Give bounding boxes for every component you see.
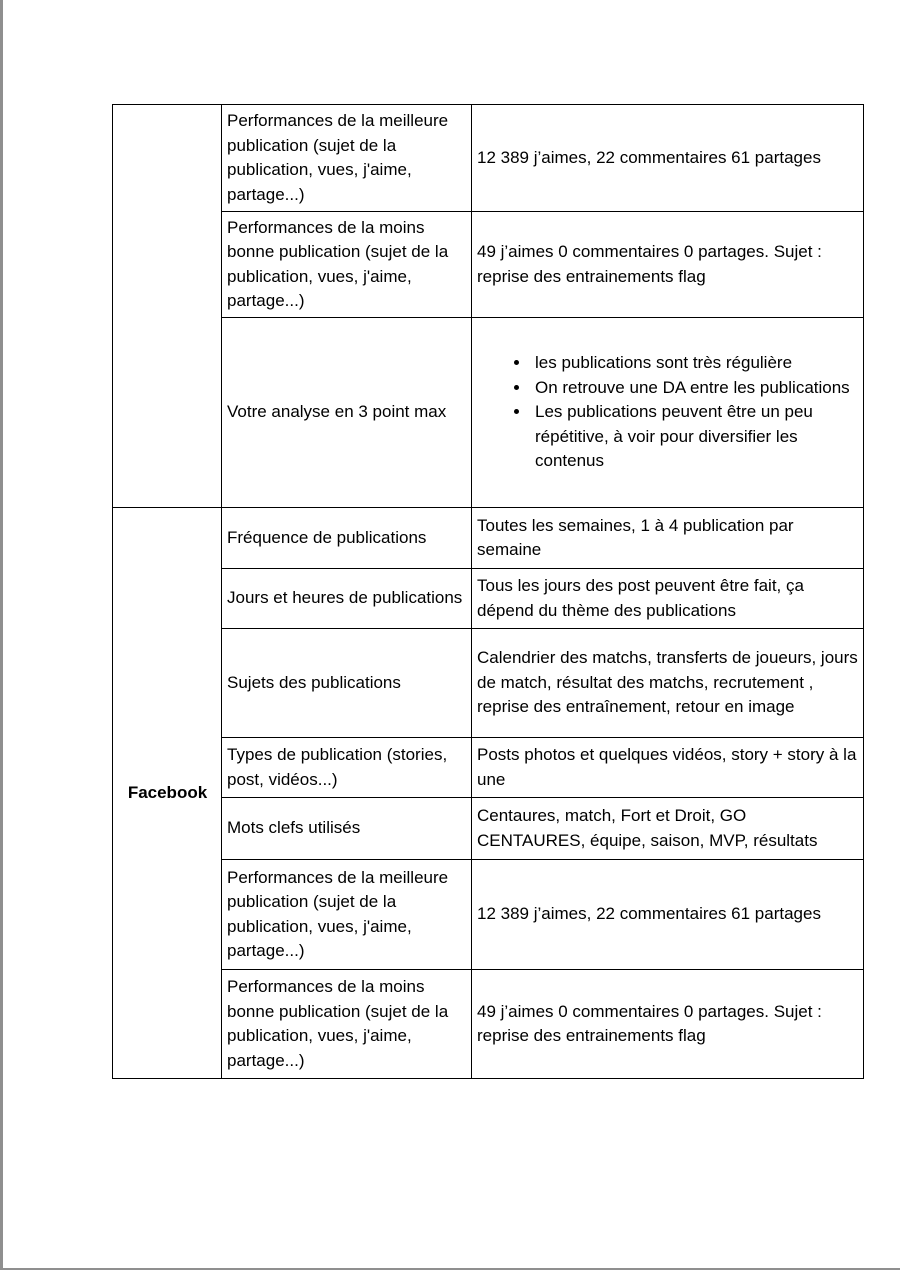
row-label: Performances de la meilleure publication (sujet de la publication, vues, j'aime, partage...) (222, 860, 472, 970)
list-item: • Les publications peuvent être un peu répétitive, à voir pour diversifier les contenus (531, 400, 859, 474)
row-value: Tous les jours des post peuvent être fait, ça dépend du thème des publications (472, 569, 864, 629)
list-item: • les publications sont très régulière (531, 351, 859, 376)
platform-cell-facebook: Facebook (113, 508, 222, 1079)
table-row (113, 970, 864, 1079)
analysis-label: Votre analyse en 3 point max (222, 318, 472, 508)
row-label: Performances de la moins bonne publication (sujet de la publication, vues, j'aime, partage...) (222, 970, 472, 1079)
row-label: Performances de la meilleure publication (sujet de la publication, vues, j'aime, partage...) (222, 105, 472, 212)
row-value: 12 389 j’aimes, 22 commentaires 61 partages (472, 860, 864, 970)
row-value: Toutes les semaines, 1 à 4 publication par semaine (472, 508, 864, 569)
table-row (113, 318, 864, 508)
platform-cell-continued (113, 105, 222, 508)
analysis-table (112, 104, 864, 1079)
table-row (113, 798, 864, 860)
row-value: 49 j’aimes 0 commentaires 0 partages. Sujet : reprise des entrainements flag (472, 212, 864, 318)
table-row (113, 629, 864, 738)
row-value: Calendrier des matchs, transferts de joueurs, jours de match, résultat des matchs, recrutement , reprise des entraînement, retour en image (472, 629, 864, 738)
table-row (113, 738, 864, 798)
row-label: Performances de la moins bonne publication (sujet de la publication, vues, j'aime, partage...) (222, 212, 472, 318)
row-value: Centaures, match, Fort et Droit, GO CENTAURES, équipe, saison, MVP, résultats (472, 798, 864, 860)
row-label: Fréquence de publications (222, 508, 472, 569)
list-item: • On retrouve une DA entre les publications (531, 376, 859, 401)
table-row (113, 569, 864, 629)
row-label: Sujets des publications (222, 629, 472, 738)
analysis-bullet-list (477, 351, 859, 474)
page-left-edge (0, 0, 3, 1270)
row-label: Jours et heures de publications (222, 569, 472, 629)
analysis-points-cell (472, 318, 864, 508)
row-value: Posts photos et quelques vidéos, story + story à la une (472, 738, 864, 798)
row-value: 12 389 j’aimes, 22 commentaires 61 partages (472, 105, 864, 212)
row-label: Types de publication (stories, post, vidéos...) (222, 738, 472, 798)
row-value: 49 j’aimes 0 commentaires 0 partages. Sujet : reprise des entrainements flag (472, 970, 864, 1079)
row-label: Mots clefs utilisés (222, 798, 472, 860)
table-row (113, 508, 864, 569)
table-row (113, 860, 864, 970)
table-row (113, 212, 864, 318)
table-row (113, 105, 864, 212)
